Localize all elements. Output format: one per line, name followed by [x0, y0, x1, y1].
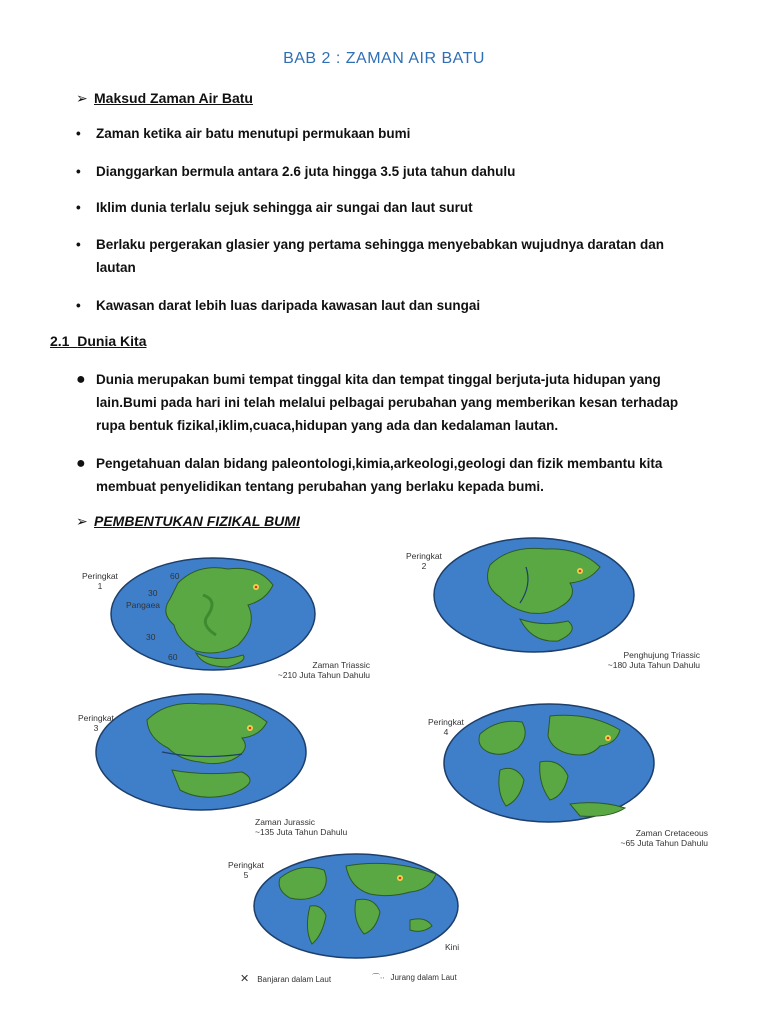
list-item: [76, 196, 686, 219]
globe-map-4: [440, 700, 658, 826]
stage-label: Peringkat 5: [228, 860, 264, 880]
legend-item-banjaran: ✕ Banjaran dalam Laut: [240, 973, 332, 985]
section-heading-maksud: [76, 90, 253, 107]
list-item: [76, 294, 686, 317]
list-item-text: Berlaku pergerakan glasier yang pertama sehingga menyebabkan wujudnya daratan dan lautan: [96, 237, 664, 275]
list-item-text: Zaman ketika air batu menutupi permukaan bumi: [96, 126, 411, 141]
bullet-dot-icon: ●: [76, 455, 86, 472]
map-stage-2: [430, 535, 638, 655]
bullet-dot-icon: •: [76, 237, 81, 252]
list-item-text: Pengetahuan dalan bidang paleontologi,kimia,arkeologi,geologi dan fizik membantu kita membuat penyelidikan tentang perubahan yang berlaku kepada bumi.: [96, 456, 663, 494]
map-caption: Zaman Cretaceous ~65 Juta Tahun Dahulu: [620, 828, 708, 848]
bullet-dot-icon: ●: [76, 371, 86, 388]
map-stage-1: [108, 555, 318, 673]
stage-label: Peringkat 3: [78, 713, 114, 733]
trench-icon: ⌒∙∙: [372, 973, 385, 982]
globe-map-5: [250, 850, 462, 962]
page-title: BAB 2 : ZAMAN AIR BATU: [283, 50, 485, 67]
map-stage-5: [250, 850, 462, 962]
map-caption: Kini: [445, 942, 460, 952]
bullet-dot-icon: •: [76, 164, 81, 179]
section-number: 2.1: [50, 333, 70, 349]
stage-label: Peringkat 4: [428, 717, 464, 737]
section-heading-text: Dunia Kita: [77, 333, 147, 349]
stage-label: Peringkat 2: [406, 551, 442, 571]
ridge-icon: ✕: [240, 973, 250, 985]
globe-map-1: [108, 555, 318, 673]
list-item-text: Dianggarkan bermula antara 2.6 juta hingga 3.5 juta tahun dahulu: [96, 164, 516, 179]
arrow-bullet-icon: ➢: [76, 90, 88, 106]
latitude-label: 60: [170, 571, 180, 581]
list-item: [76, 160, 686, 183]
bullet-dot-icon: •: [76, 298, 81, 313]
globe-map-3: [92, 690, 310, 814]
globe-map-2: [430, 535, 638, 655]
list-item: [76, 452, 686, 498]
list-item: [76, 368, 686, 437]
stage-label: Peringkat 1: [82, 571, 118, 591]
bullet-dot-icon: •: [76, 126, 81, 141]
section-heading-text: Maksud Zaman Air Batu: [94, 90, 253, 106]
latitude-label: 30: [148, 588, 158, 598]
list-item-text: Dunia merupakan bumi tempat tinggal kita dan tempat tinggal berjuta-juta hidupan yang lain.Bumi pada hari ini telah melalui pelbagai perubahan yang memberikan kesan terhadap rupa bentuk fizikal,iklim,cuaca,hidupan yang ada dan kedalaman lautan.: [96, 372, 679, 433]
latitude-label: 60: [168, 652, 178, 662]
map-caption: Zaman Triassic ~210 Juta Tahun Dahulu: [277, 660, 370, 680]
map-stage-3: [92, 690, 310, 814]
latitude-label: 30: [146, 632, 156, 642]
map-caption: Zaman Jurassic ~135 Juta Tahun Dahulu: [255, 817, 348, 837]
section-heading-dunia-kita: [50, 333, 146, 349]
pangaea-label: Pangaea: [126, 600, 161, 610]
map-caption: Penghujung Triassic ~180 Juta Tahun Dahulu: [607, 650, 700, 670]
arrow-bullet-icon: ➢: [76, 513, 88, 529]
list-item-text: Iklim dunia terlalu sejuk sehingga air sungai dan laut surut: [96, 200, 473, 215]
list-item-text: Kawasan darat lebih luas daripada kawasan laut dan sungai: [96, 298, 481, 313]
list-item: [76, 122, 686, 145]
bullet-dot-icon: •: [76, 200, 81, 215]
legend-item-jurang: ⌒∙∙ Jurang dalam Laut: [372, 973, 457, 982]
section-heading-text: PEMBENTUKAN FIZIKAL BUMI: [94, 513, 300, 529]
list-item: [76, 233, 686, 279]
section-heading-pembentukan: [76, 513, 300, 530]
map-stage-4: [440, 700, 658, 826]
